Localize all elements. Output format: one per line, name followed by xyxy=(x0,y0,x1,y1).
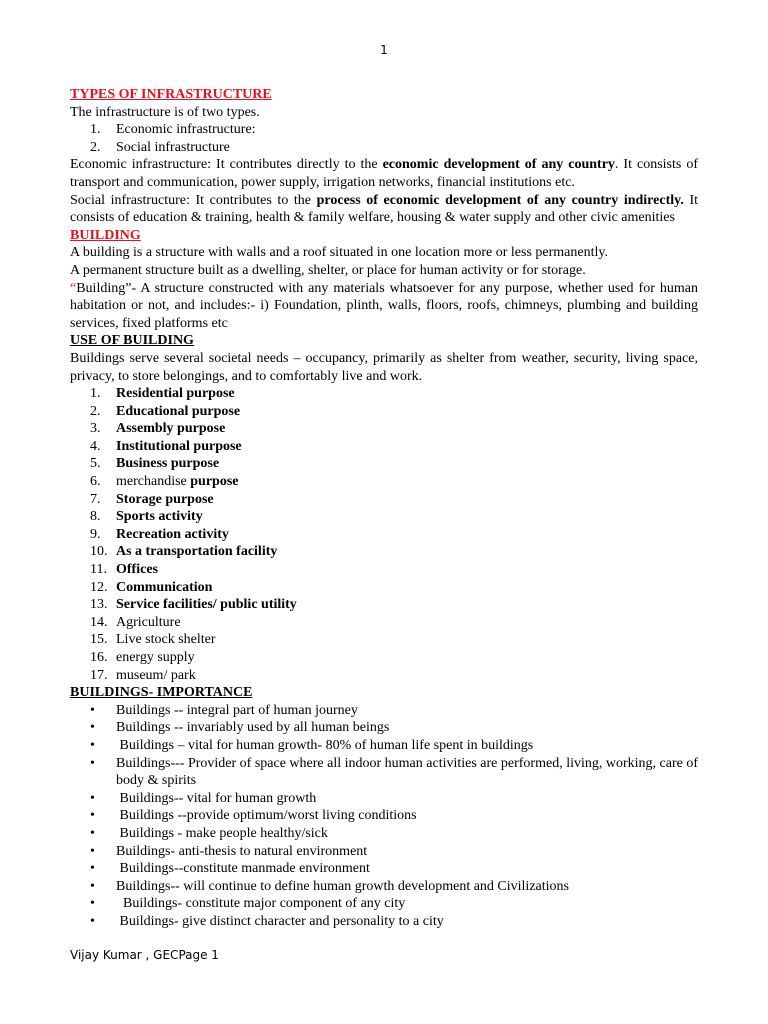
bullet-item: • Buildings - make people healthy/sick xyxy=(90,825,328,841)
list-item: 6. merchandise purpose xyxy=(90,474,239,490)
bullet-icon: • xyxy=(90,896,95,912)
bullet-icon: • xyxy=(90,913,95,929)
bullet-item: • Buildings --provide optimum/worst living conditions xyxy=(90,808,417,824)
bullet-item: • Buildings-- vital for human growth xyxy=(90,790,317,806)
list-item: 5. Business purpose xyxy=(90,456,220,472)
building-uses-list xyxy=(70,385,698,684)
building-definition-1: A building is a structure with walls and a roof situated in one location more or less permanently. xyxy=(70,245,608,261)
infrastructure-intro: The infrastructure is of two types. xyxy=(70,104,260,120)
use-of-building-intro: Buildings serve several societal needs – occupancy, primarily as shelter from weather, security, living space, privacy, to store belongings, and to comfortably live and work. xyxy=(70,350,698,384)
heading-buildings-importance: BUILDINGS- IMPORTANCE xyxy=(70,685,253,701)
economic-infrastructure-paragraph: Economic infrastructure: It contributes directly to the economic development of any country. It consists of transport and communication, power supply, irrigation networks, financial institutions etc. xyxy=(70,157,698,190)
bullet-icon: • xyxy=(90,843,95,859)
bullet-icon: • xyxy=(90,720,95,736)
building-definition-2: A permanent structure built as a dwelling, shelter, or place for human activity or for storage. xyxy=(70,262,586,278)
heading-types-of-infrastructure: TYPES OF INFRASTRUCTURE xyxy=(70,87,272,102)
bullet-icon: • xyxy=(90,825,95,841)
buildings-importance-list xyxy=(70,702,702,931)
bullet-icon: • xyxy=(90,755,95,771)
bullet-icon: • xyxy=(90,702,95,718)
bullet-item: • Buildings- constitute major component of any city xyxy=(90,896,406,912)
list-item: 8. Sports activity xyxy=(90,509,203,525)
list-item: 11. Offices xyxy=(90,562,158,578)
bullet-item: • Buildings--constitute manmade environment xyxy=(90,861,370,877)
list-item: 3. Assembly purpose xyxy=(90,421,226,437)
list-item: 10. As a transportation facility xyxy=(90,544,278,560)
list-item: 16. energy supply xyxy=(90,650,195,665)
bullet-item: • Buildings-- will continue to define human growth development and Civilizations xyxy=(90,878,569,894)
social-infrastructure-paragraph: Social infrastructure: It contributes to the process of economic development of any country indirectly. It consists of education & training, health & family welfare, housing & water supply and other civic amenities xyxy=(70,192,699,226)
bullet-icon: • xyxy=(90,737,95,753)
list-item: 2. Educational purpose xyxy=(90,403,241,419)
bullet-item: • Buildings- give distinct character and personality to a city xyxy=(90,913,444,929)
list-item: 12. Communication xyxy=(90,579,213,595)
list-item: 1. Economic infrastructure: xyxy=(90,122,256,138)
bullet-icon: • xyxy=(90,790,95,806)
page-footer: Vijay Kumar , GECPage 1 xyxy=(70,948,219,962)
list-item: 15. Live stock shelter xyxy=(90,632,216,648)
list-item: 13. Service facilities/ public utility xyxy=(90,597,297,613)
infrastructure-types-list xyxy=(70,121,698,156)
bullet-item: • Buildings- anti-thesis to natural environment xyxy=(90,843,368,859)
bullet-icon: • xyxy=(90,861,95,877)
list-item: 4. Institutional purpose xyxy=(90,438,242,454)
bullet-icon: • xyxy=(90,808,95,824)
list-item: 2. Social infrastructure xyxy=(90,139,230,155)
bullet-item: • Buildings -- integral part of human journey xyxy=(90,702,358,718)
list-item: 7. Storage purpose xyxy=(90,491,214,507)
list-item: 14. Agriculture xyxy=(90,614,181,630)
document-body xyxy=(70,86,702,931)
bullet-item: • Buildings – vital for human growth- 80% of human life spent in buildings xyxy=(90,737,534,753)
list-item: 9. Recreation activity xyxy=(90,526,229,542)
bullet-item: • Buildings--- Provider of space where all indoor human activities are performed, living, working, care of body & spirits xyxy=(90,755,702,789)
heading-use-of-building: USE OF BUILDING xyxy=(70,333,194,349)
page-number: 1 xyxy=(380,43,388,57)
building-definition-3: “Building”- A structure constructed with any materials whatsoever for any purpose, whether used for human habitation or not, and includes:- i) Foundation, plinth, walls, floors, roofs, chimneys, plumbing and building services, fixed platforms etc xyxy=(70,280,698,331)
bullet-item: • Buildings -- invariably used by all human beings xyxy=(90,720,390,736)
list-item: 1. Residential purpose xyxy=(90,386,235,402)
heading-building: BUILDING xyxy=(70,227,141,243)
list-item: 17. museum/ park xyxy=(90,667,196,683)
bullet-icon: • xyxy=(90,878,95,894)
